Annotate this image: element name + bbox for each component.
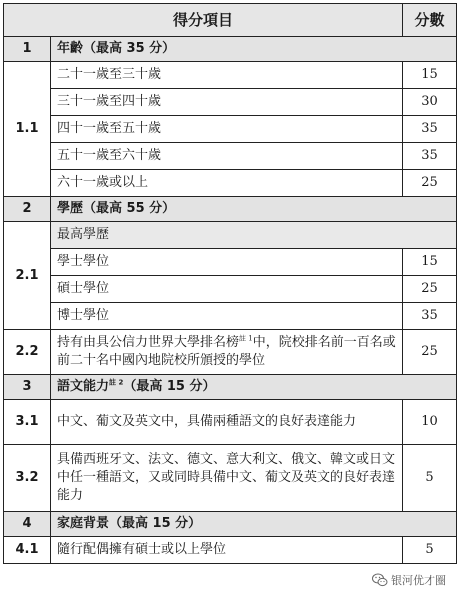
item-number: 3.2: [4, 445, 51, 512]
row-label: 二十一歲至三十歲: [51, 62, 403, 89]
row-score: 35: [403, 143, 457, 170]
watermark-text: 银河优才圈: [391, 574, 446, 587]
table-row: [4, 400, 457, 445]
row-label: 隨行配偶擁有碩士或以上學位: [51, 537, 403, 564]
row-score: 10: [403, 400, 457, 445]
section-title: 家庭背景（最高 15 分）: [51, 512, 457, 537]
row-label: 碩士學位: [51, 276, 403, 303]
ranking-text-a: 持有由具公信力世界大學排名榜: [57, 335, 240, 350]
row-score: 5: [403, 537, 457, 564]
table-row: [4, 116, 457, 143]
table-row: [4, 537, 457, 564]
table-row: [4, 330, 457, 375]
section-number: 4: [4, 512, 51, 537]
section-number: 3: [4, 375, 51, 400]
row-label: 博士學位: [51, 303, 403, 330]
watermark: [372, 572, 446, 588]
item-number: 2.1: [4, 222, 51, 330]
section-title: 學歷（最高 55 分）: [51, 197, 457, 222]
row-score: 15: [403, 249, 457, 276]
ranking-text-b: 中，院校排名前一百名或前二十名中國內地院校所頒授的學位: [57, 335, 396, 368]
item-number: 4.1: [4, 537, 51, 564]
row-label: 四十一歲至五十歲: [51, 116, 403, 143]
row-score: 30: [403, 89, 457, 116]
section-row: [4, 37, 457, 62]
row-label: 三十一歲至四十歲: [51, 89, 403, 116]
row-score: 15: [403, 62, 457, 89]
section-row: [4, 375, 457, 400]
row-label: [51, 330, 403, 375]
row-score: 5: [403, 445, 457, 512]
subheader-row: [4, 222, 457, 249]
item-number: 2.2: [4, 330, 51, 375]
row-label: 五十一歲至六十歲: [51, 143, 403, 170]
table-row: [4, 143, 457, 170]
row-score: 25: [403, 170, 457, 197]
table-row: [4, 249, 457, 276]
section-number: 1: [4, 37, 51, 62]
section-title: [51, 375, 457, 400]
row-score: 25: [403, 276, 457, 303]
row-label: 中文、葡文及英文中，具備兩種語文的良好表達能力: [51, 400, 403, 445]
header-item: 得分項目: [4, 4, 403, 37]
table-row: [4, 445, 457, 512]
table-row: [4, 170, 457, 197]
section-title: 年齡（最高 35 分）: [51, 37, 457, 62]
row-label: 學士學位: [51, 249, 403, 276]
footnote-marker: 註 1: [239, 334, 253, 343]
table-row: [4, 276, 457, 303]
section-row: [4, 512, 457, 537]
table-row: [4, 89, 457, 116]
section-number: 2: [4, 197, 51, 222]
table-row: [4, 303, 457, 330]
header-score: 分數: [403, 4, 457, 37]
section-row: [4, 197, 457, 222]
item-number: 1.1: [4, 62, 51, 197]
subheader-label: 最高學歷: [51, 222, 457, 249]
row-score: 35: [403, 116, 457, 143]
table-header: [4, 4, 457, 37]
section-title-b: （最高 15 分）: [123, 379, 216, 394]
row-label: 六十一歲或以上: [51, 170, 403, 197]
item-number: 3.1: [4, 400, 51, 445]
section-title-a: 語文能力: [57, 379, 110, 394]
table-row: [4, 62, 457, 89]
row-score: 35: [403, 303, 457, 330]
row-score: 25: [403, 330, 457, 375]
footnote-marker: 註 2: [109, 378, 124, 387]
score-table: [3, 3, 457, 564]
row-label: 具備西班牙文、法文、德文、意大利文、俄文、韓文或日文中任一種語文，又或同時具備中文、葡文及英文的良好表達能力: [51, 445, 403, 512]
wechat-icon: [372, 573, 388, 587]
